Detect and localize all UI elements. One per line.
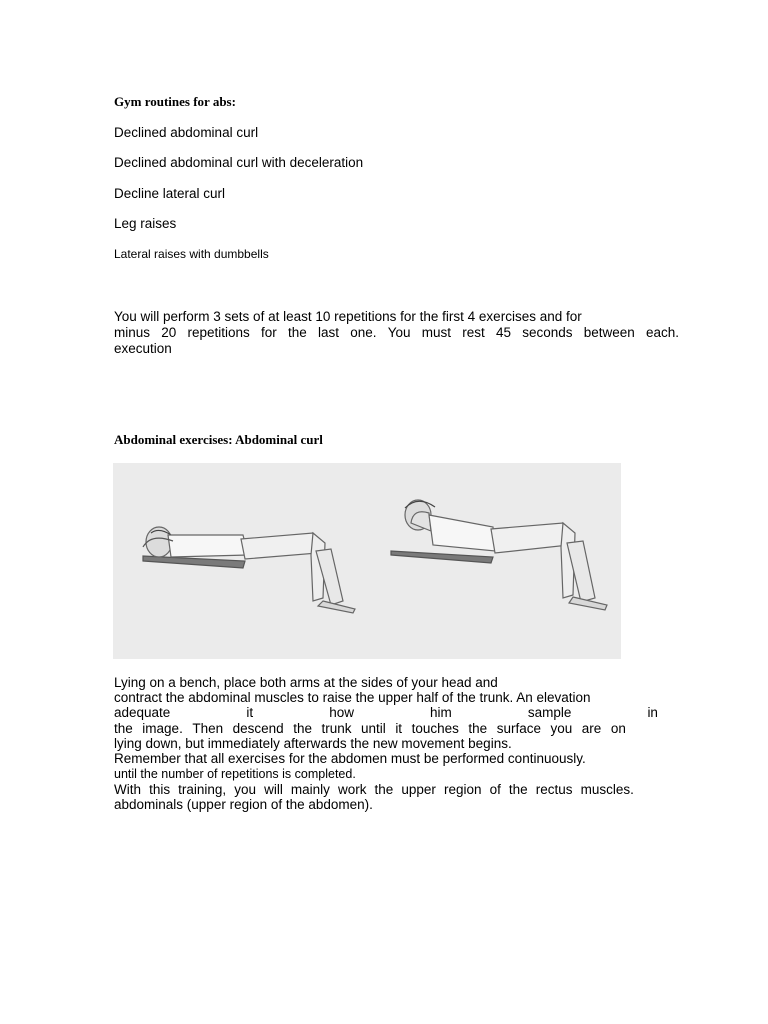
description-line: Remember that all exercises for the abdomen must be performed continuously. <box>114 751 586 766</box>
instructions-line: execution <box>114 341 172 356</box>
routine-item: Lateral raises with dumbbells <box>114 247 269 261</box>
description-line: until the number of repetitions is completed. <box>114 767 356 781</box>
routine-heading: Gym routines for abs: <box>114 94 236 109</box>
description-line: adequate it how him sample in <box>114 705 658 720</box>
abdominal-curl-figure <box>113 463 621 659</box>
description-line: abdominals (upper region of the abdomen). <box>114 797 373 812</box>
description-line: lying down, but immediately afterwards the new movement begins. <box>114 736 512 751</box>
routine-item: Leg raises <box>114 216 177 231</box>
routine-item: Decline lateral curl <box>114 186 226 201</box>
instructions-line: You will perform 3 sets of at least 10 repetitions for the first 4 exercises and for <box>114 309 582 324</box>
description-line: With this training, you will mainly work the upper region of the rectus muscles. <box>114 782 634 797</box>
description-line: the image. Then descend the trunk until it touches the surface you are on <box>114 721 626 736</box>
routine-item: Declined abdominal curl <box>114 125 259 140</box>
exercise-heading: Abdominal exercises: Abdominal curl <box>114 432 323 447</box>
routine-item: Declined abdominal curl with deceleration <box>114 155 364 170</box>
description-line: Lying on a bench, place both arms at the sides of your head and <box>114 675 498 690</box>
instructions-line: minus 20 repetitions for the last one. You must rest 45 seconds between each. <box>114 325 679 340</box>
description-line: contract the abdominal muscles to raise the upper half of the trunk. An elevation <box>114 690 591 705</box>
lying-figure <box>143 527 355 613</box>
curling-figure <box>391 500 607 610</box>
